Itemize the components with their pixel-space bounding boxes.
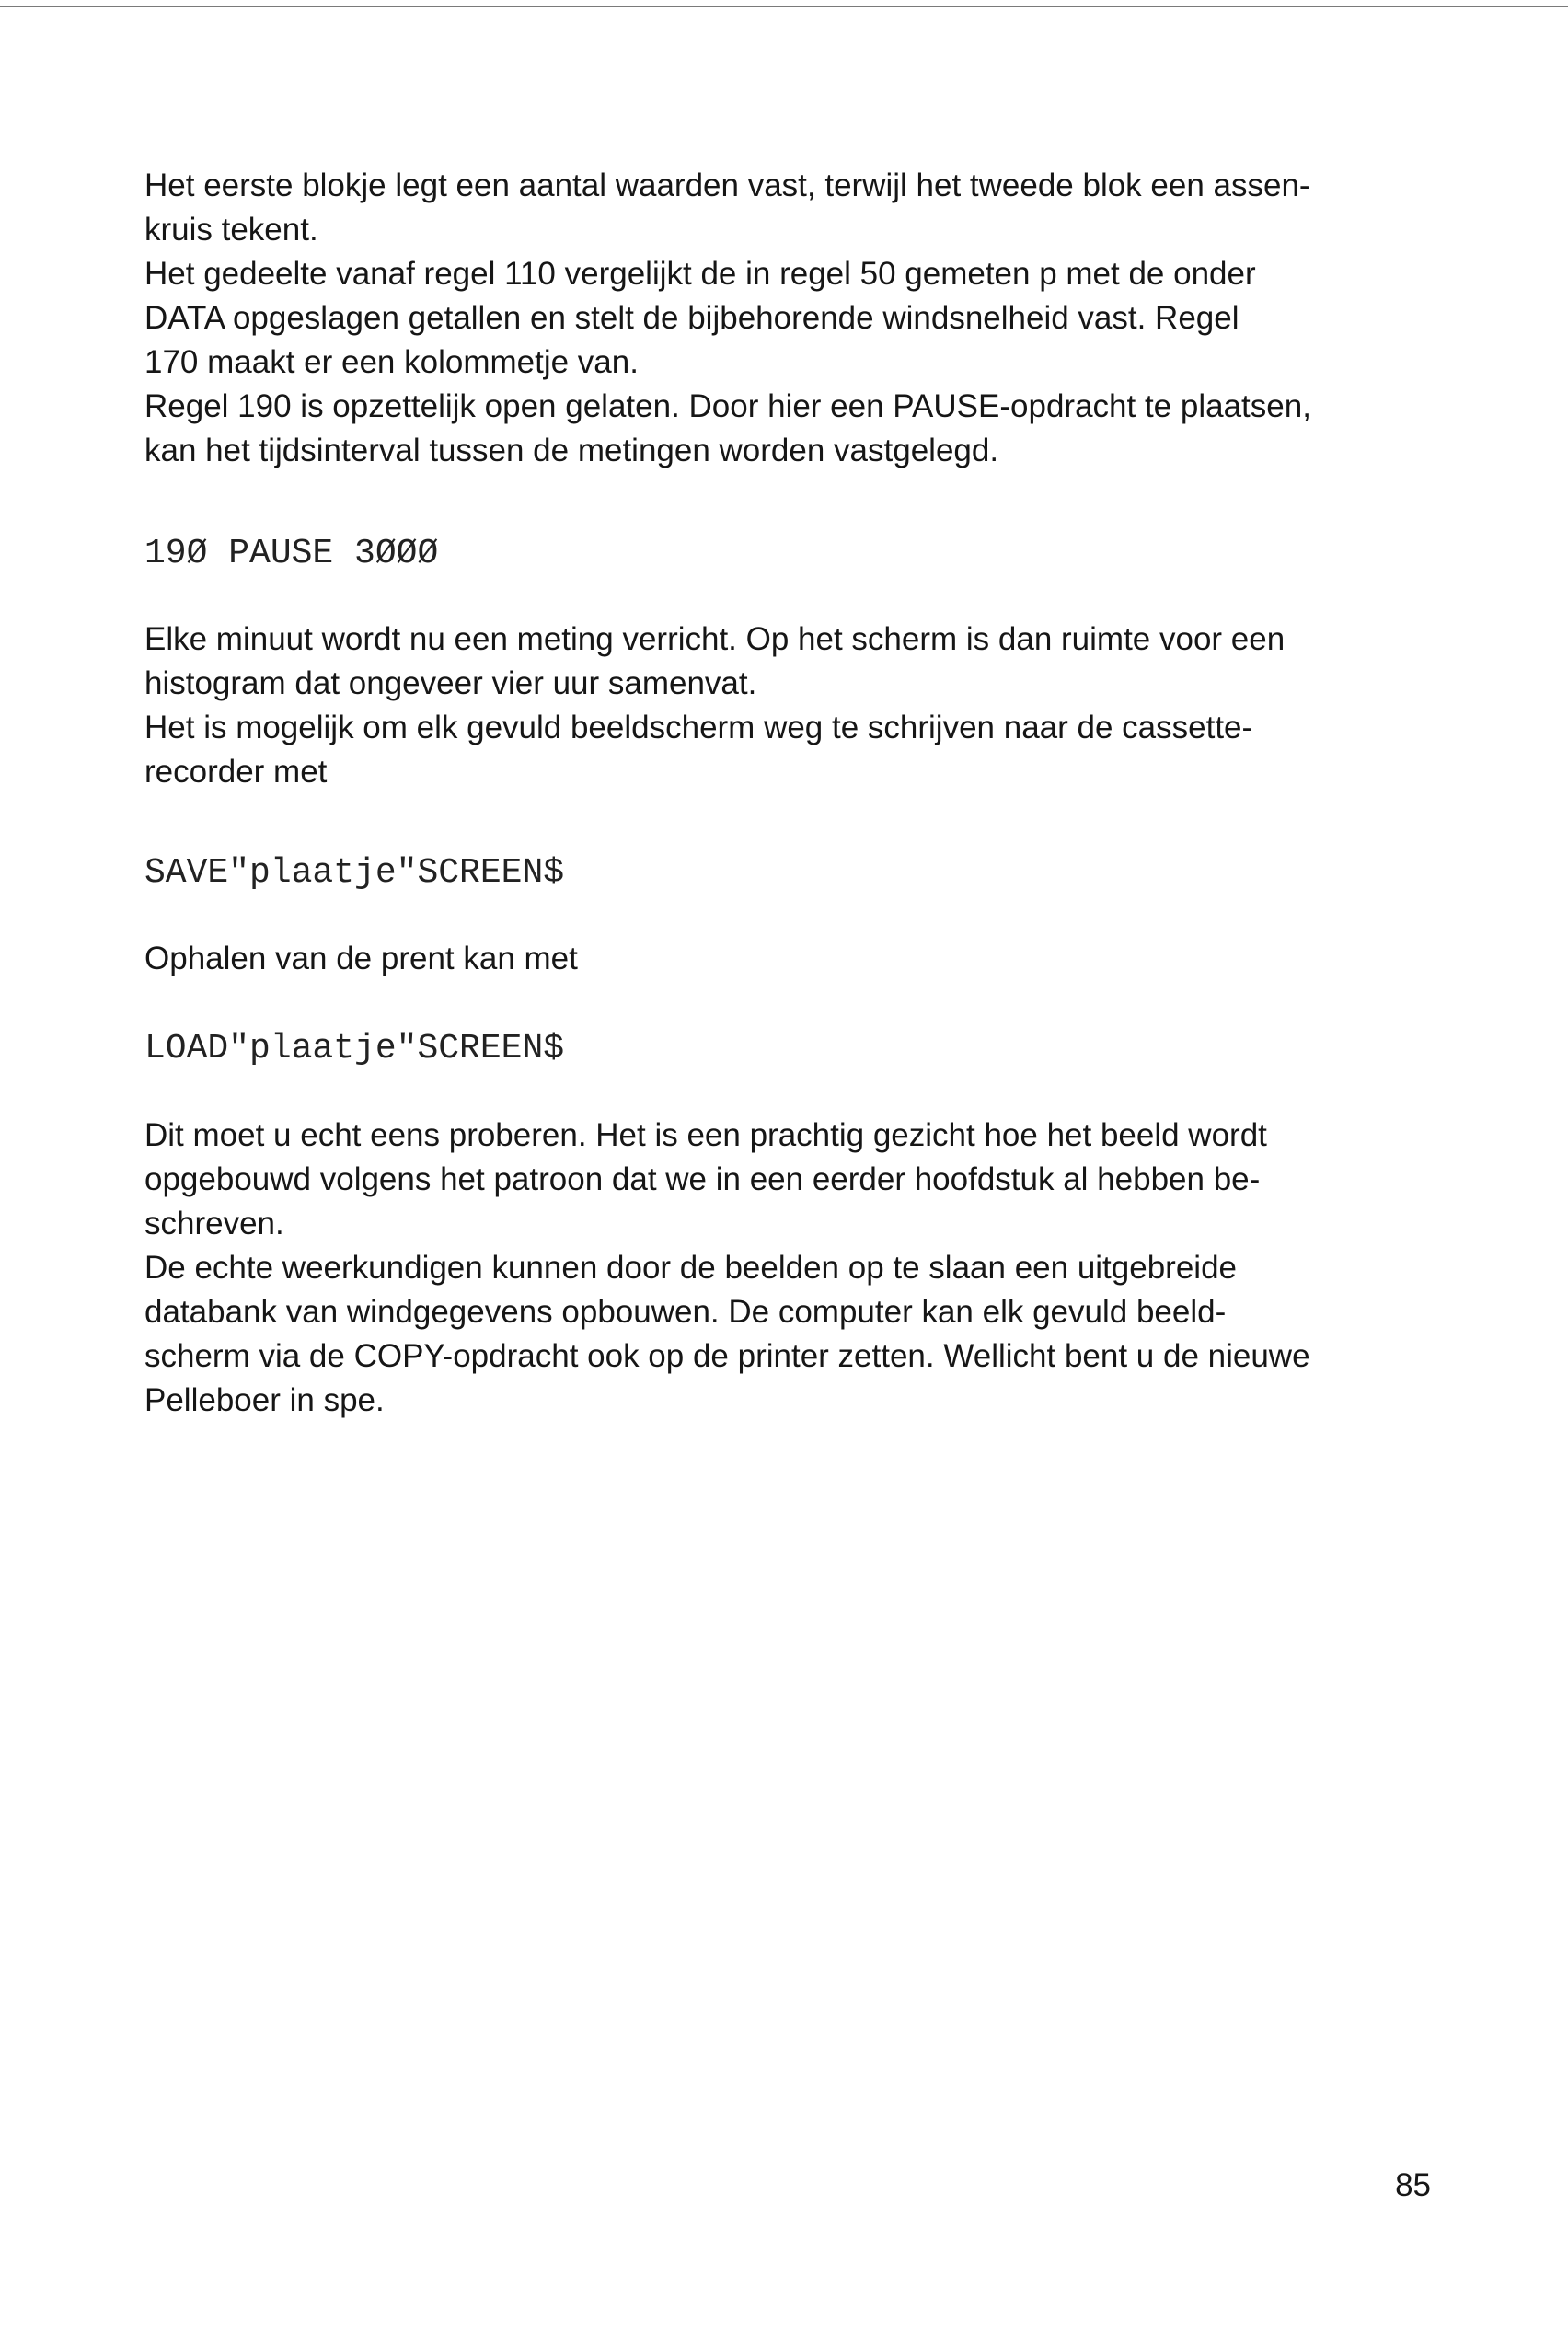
text-line: opgebouwd volgens het patroon dat we in een eerder hoofdstuk al hebben be-: [144, 1161, 1261, 1197]
page-number: 85: [1395, 2167, 1431, 2203]
text-line: 170 maakt er een kolommetje van.: [144, 344, 639, 380]
text-line: Het eerste blokje legt een aantal waarden vast, terwijl het tweede blok een assen-: [144, 167, 1310, 203]
text-line: recorder met: [144, 754, 328, 790]
text-line: Regel 190 is opzettelijk open gelaten. Door hier een PAUSE-opdracht te plaatsen,: [144, 388, 1311, 424]
paragraph-4: [144, 1114, 1310, 1423]
text-line: Het gedeelte vanaf regel 110 vergelijkt de in regel 50 gemeten p met de onder: [144, 256, 1256, 292]
text-line: De echte weerkundigen kunnen door de beelden op te slaan een uitgebreide: [144, 1250, 1238, 1286]
text-line: Elke minuut wordt nu een meting verricht. Op het scherm is dan ruimte voor een: [144, 621, 1286, 657]
text-line: kan het tijdsinterval tussen de metingen worden vastgelegd.: [144, 433, 999, 468]
code-line-pause: 19Ø PAUSE 3ØØØ: [144, 534, 439, 573]
text-line: histogram dat ongeveer vier uur samenvat.: [144, 665, 757, 701]
paragraph-1: [144, 164, 1311, 473]
text-line: Ophalen van de prent kan met: [144, 941, 578, 976]
text-line: schreven.: [144, 1206, 284, 1241]
text-line: databank van windgegevens opbouwen. De computer kan elk gevuld beeld-: [144, 1294, 1227, 1330]
text-line: DATA opgeslagen getallen en stelt de bijbehorende windsnelheid vast. Regel: [144, 300, 1239, 336]
code-line-load: LOAD"plaatje"SCREEN$: [144, 1029, 565, 1068]
paragraph-3: [144, 937, 578, 981]
code-line-save: SAVE"plaatje"SCREEN$: [144, 853, 565, 893]
paragraph-2: [144, 618, 1285, 794]
text-line: Dit moet u echt eens proberen. Het is een prachtig gezicht hoe het beeld wordt: [144, 1117, 1267, 1153]
text-line: kruis tekent.: [144, 212, 318, 248]
page-top-rule: [0, 6, 1568, 7]
text-line: Pelleboer in spe.: [144, 1382, 385, 1418]
text-line: Het is mogelijk om elk gevuld beeldscherm weg te schrijven naar de cassette-: [144, 710, 1253, 745]
text-line: scherm via de COPY-opdracht ook op de printer zetten. Wellicht bent u de nieuwe: [144, 1338, 1310, 1374]
